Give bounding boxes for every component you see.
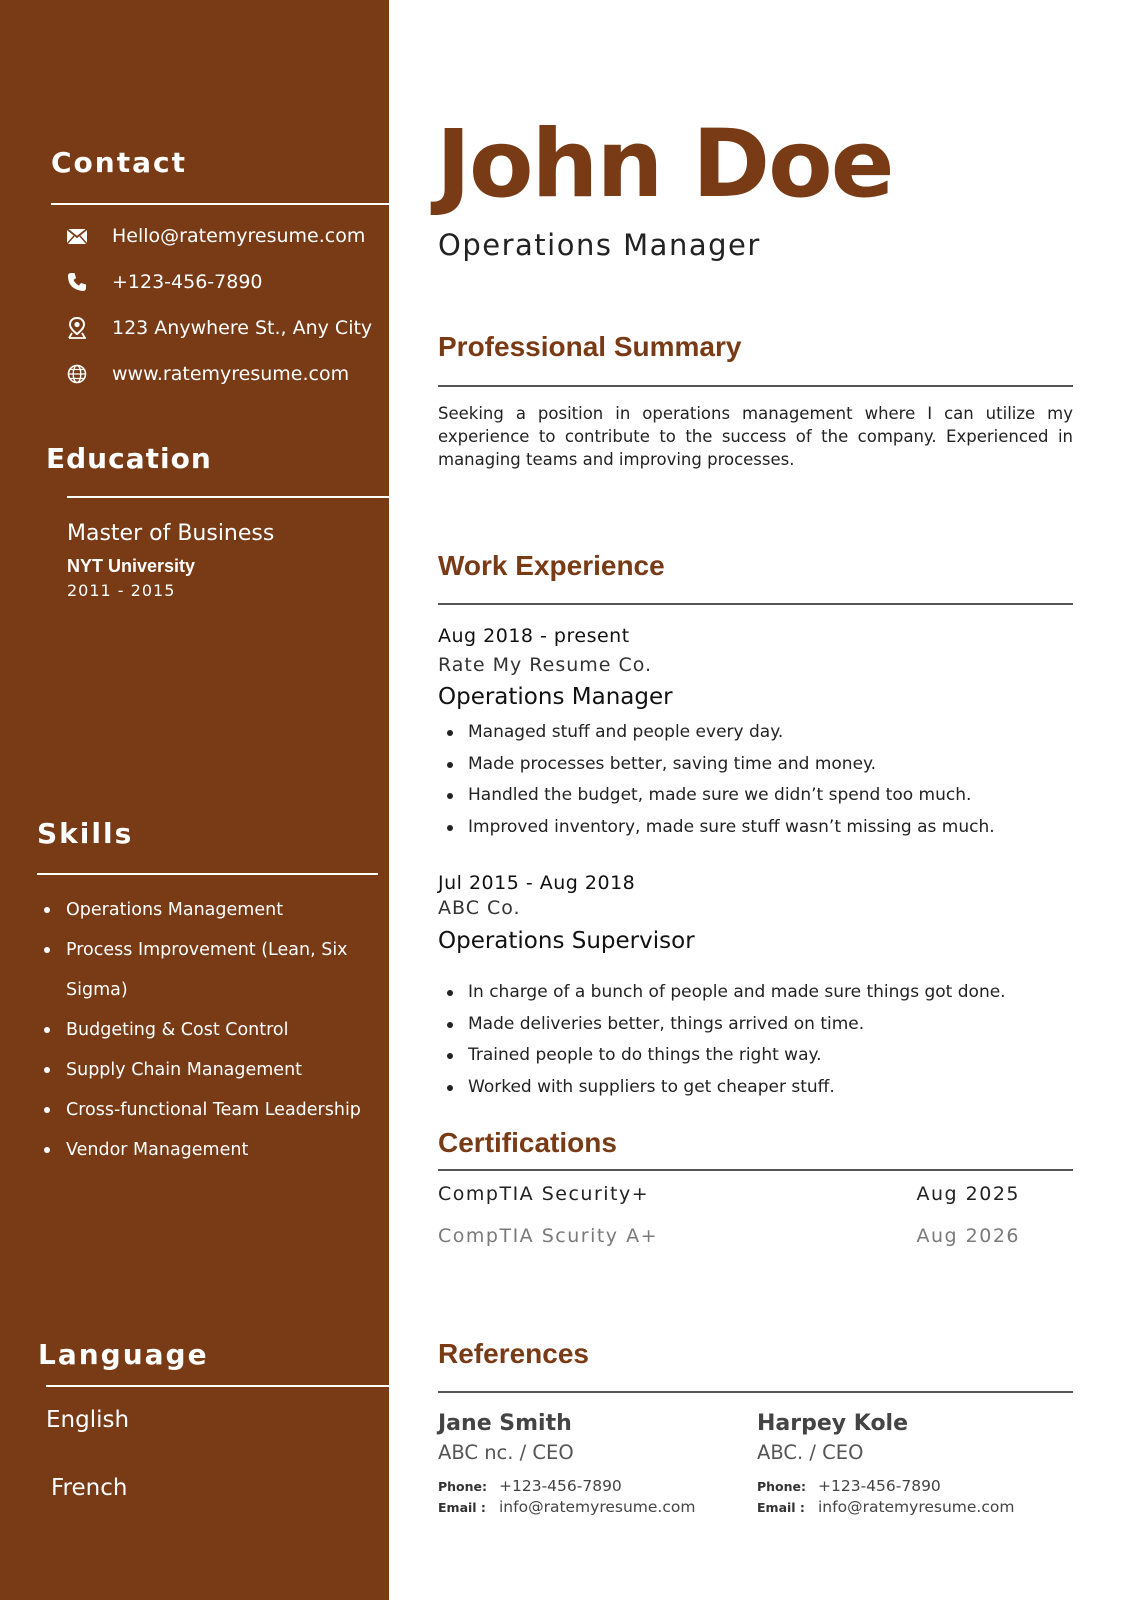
skill-item: Budgeting & Cost Control <box>38 1010 368 1050</box>
certification-row <box>438 1183 1020 1205</box>
skill-item: Operations Management <box>38 890 368 930</box>
job-bullet: Improved inventory, made sure stuff wasn’t missing as much. <box>438 812 1078 844</box>
language-item: English <box>46 1407 130 1433</box>
contact-phone-text: +123-456-7890 <box>112 271 263 293</box>
reference-email <box>438 1498 738 1516</box>
education-years: 2011 - 2015 <box>67 581 176 600</box>
job-role: Operations Supervisor <box>438 928 695 954</box>
job-bullet: In charge of a bunch of people and made sure things got done. <box>438 977 1078 1009</box>
reference-phone-label: Phone: <box>757 1478 807 1494</box>
skills-divider <box>37 873 378 875</box>
skill-item: Cross-functional Team Leadership <box>38 1090 368 1130</box>
job-company: Rate My Resume Co. <box>438 654 653 676</box>
candidate-name: John Doe <box>436 110 893 219</box>
reference-card <box>757 1410 1057 1516</box>
reference-role: ABC. / CEO <box>757 1441 864 1464</box>
education-divider <box>67 496 389 498</box>
summary-divider <box>438 385 1073 387</box>
reference-role: ABC nc. / CEO <box>438 1441 574 1464</box>
job-bullet: Made processes better, saving time and money. <box>438 749 1078 781</box>
contact-email-text: Hello@ratemyresume.com <box>112 225 366 247</box>
contact-address[interactable] <box>64 314 372 342</box>
language-divider <box>46 1385 389 1387</box>
skill-item: Vendor Management <box>38 1130 368 1170</box>
contact-divider <box>51 203 389 205</box>
location-pin-icon <box>64 315 90 341</box>
education-school: NYT University <box>67 556 196 576</box>
contact-website[interactable] <box>64 360 349 388</box>
certifications-divider <box>438 1169 1073 1171</box>
reference-phone-value: +123-456-7890 <box>499 1477 622 1495</box>
sidebar <box>0 0 389 1600</box>
job-bullet: Trained people to do things the right way. <box>438 1040 1078 1072</box>
job-bullet: Worked with suppliers to get cheaper stuff. <box>438 1072 1078 1104</box>
certification-name: CompTIA Scurity A+ <box>438 1225 658 1247</box>
experience-divider <box>438 603 1073 605</box>
reference-phone <box>438 1477 738 1495</box>
job-bullet: Managed stuff and people every day. <box>438 717 1078 749</box>
job-role: Operations Manager <box>438 684 673 710</box>
candidate-title: Operations Manager <box>438 228 761 262</box>
education-degree: Master of Business <box>67 521 275 546</box>
skills-list <box>38 890 368 1170</box>
job-dates: Aug 2018 - present <box>438 625 630 647</box>
reference-email <box>757 1498 1057 1516</box>
skills-heading: Skills <box>37 817 134 850</box>
certification-row <box>438 1225 1020 1247</box>
reference-card <box>438 1410 738 1516</box>
globe-icon <box>64 361 90 387</box>
job-dates: Jul 2015 - Aug 2018 <box>438 872 636 894</box>
reference-email-label: Email : <box>438 1499 486 1515</box>
reference-email-value[interactable]: info@ratemyresume.com <box>499 1498 696 1516</box>
certification-date: Aug 2025 <box>916 1183 1020 1205</box>
contact-website-text: www.ratemyresume.com <box>112 363 350 385</box>
reference-phone-label: Phone: <box>438 1478 488 1494</box>
summary-text: Seeking a position in operations management where I can utilize my experience to contribute to the success of the company. Experienced in managing teams and improving processes. <box>438 404 1073 469</box>
job-bullets <box>438 977 1078 1103</box>
job-company: ABC Co. <box>438 897 521 919</box>
certifications-heading: Certifications <box>438 1127 617 1158</box>
language-item: French <box>51 1475 128 1501</box>
references-heading: References <box>438 1338 589 1369</box>
reference-name: Harpey Kole <box>757 1411 909 1436</box>
certification-date: Aug 2026 <box>916 1225 1020 1247</box>
skill-item: Supply Chain Management <box>38 1050 368 1090</box>
contact-address-text: 123 Anywhere St., Any City <box>112 317 373 339</box>
reference-name: Jane Smith <box>438 1411 572 1436</box>
contact-phone[interactable] <box>64 268 263 296</box>
reference-phone-value: +123-456-7890 <box>818 1477 941 1495</box>
references-divider <box>438 1391 1073 1393</box>
summary-heading: Professional Summary <box>438 331 742 362</box>
job-bullet: Handled the budget, made sure we didn’t spend too much. <box>438 780 1078 812</box>
phone-icon <box>64 269 90 295</box>
job-bullets <box>438 717 1078 843</box>
education-heading: Education <box>46 442 212 475</box>
reference-email-label: Email : <box>757 1499 805 1515</box>
experience-heading: Work Experience <box>438 550 665 581</box>
reference-email-value[interactable]: info@ratemyresume.com <box>818 1498 1015 1516</box>
mail-icon <box>64 223 90 249</box>
reference-phone <box>757 1477 1057 1495</box>
contact-email[interactable] <box>64 222 365 250</box>
contact-heading: Contact <box>51 146 187 179</box>
language-heading: Language <box>38 1338 209 1371</box>
job-bullet: Made deliveries better, things arrived on time. <box>438 1009 1078 1041</box>
certification-name: CompTIA Security+ <box>438 1183 650 1205</box>
skill-item: Process Improvement (Lean, Six Sigma) <box>38 930 368 1010</box>
